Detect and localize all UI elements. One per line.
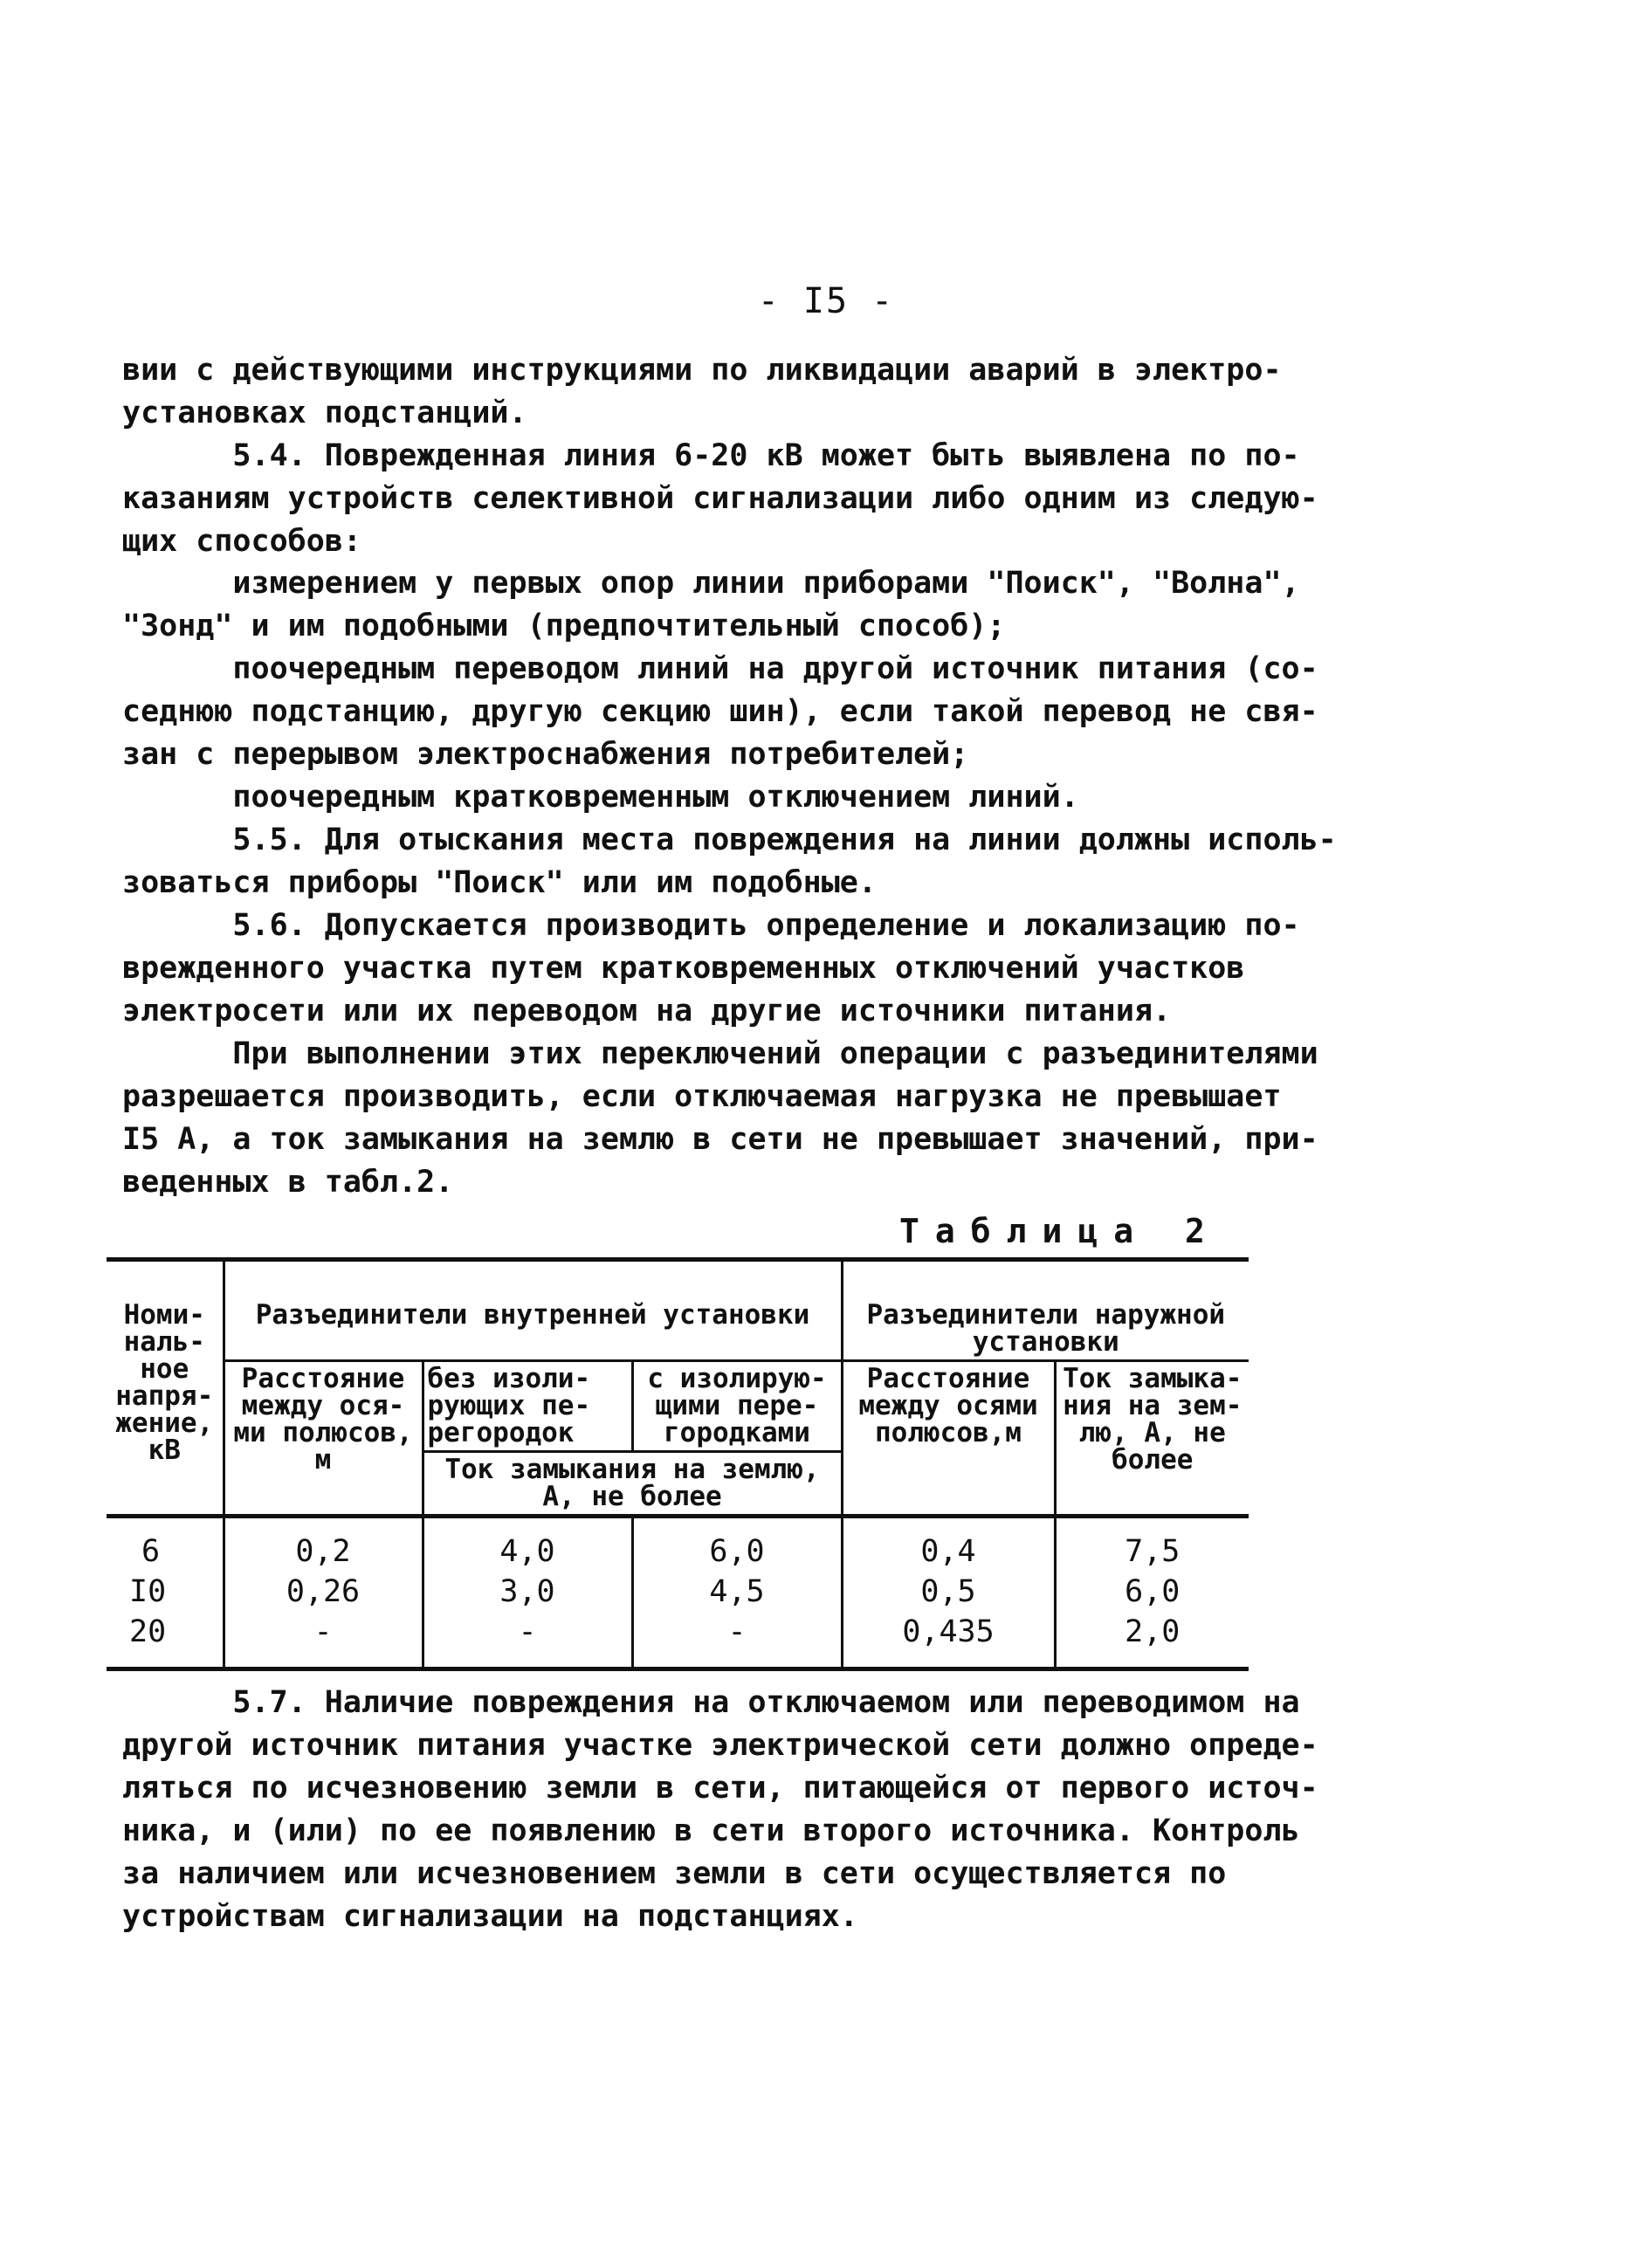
- text-line: разрешается производить, если отключаемая нагрузка не превышает: [122, 1079, 1282, 1114]
- text-line: ника, и (или) по ее появлению в сети второго источника. Контроль: [122, 1813, 1300, 1848]
- text-line: другой источник питания участке электрической сети должно опреде-: [122, 1728, 1318, 1763]
- text-line: При выполнении этих переключений операции с разъединителями: [122, 1036, 1318, 1071]
- text-line: I5 А, а ток замыкания на землю в сети не превышает значений, при-: [122, 1122, 1318, 1157]
- text-line: 5.7. Наличие повреждения на отключаемом или переводимом на: [122, 1685, 1300, 1720]
- cell-outer-current: 7,5: [1055, 1517, 1249, 1572]
- text-line: 5.5. Для отыскания места повреждения на линии должны исполь-: [122, 822, 1337, 857]
- text-line: щих способов:: [122, 524, 361, 559]
- text-line: 5.4. Поврежденная линия 6-20 кВ может быть выявлена по по-: [122, 438, 1300, 473]
- cell-inner-distance: 0,26: [224, 1572, 423, 1612]
- table-row: [107, 1517, 1249, 1572]
- header-no-barriers: без изоли- рующих пе- регородок: [423, 1361, 632, 1452]
- cell-no-barriers: 3,0: [423, 1572, 632, 1612]
- text-line: врежденного участка путем кратковременных отключений участков: [122, 951, 1245, 986]
- page-number: - I5 -: [757, 281, 895, 321]
- text-line: устройствам сигнализации на подстанциях.: [122, 1899, 858, 1934]
- text-line: "Зонд" и им подобными (предпочтительный способ);: [122, 609, 1006, 643]
- cell-outer-distance: 0,4: [842, 1517, 1055, 1572]
- table-row: [107, 1612, 1249, 1669]
- text-line: электросети или их переводом на другие источники питания.: [122, 994, 1172, 1029]
- text-line: ляться по исчезновению земли в сети, питающейся от первого источ-: [122, 1771, 1318, 1806]
- header-inner-distance: Расстояние между ося- ми полюсов, м: [224, 1361, 423, 1517]
- disconnector-table: [107, 1257, 1249, 1671]
- cell-with-barriers: -: [632, 1612, 842, 1669]
- cell-no-barriers: 4,0: [423, 1517, 632, 1572]
- cell-outer-current: 2,0: [1055, 1612, 1249, 1669]
- header-voltage: Номи- наль- ное напря- жение, кВ: [107, 1260, 224, 1517]
- header-inner-disconnectors: Разъединители внутренней установки: [224, 1260, 842, 1361]
- cell-outer-current: 6,0: [1055, 1572, 1249, 1612]
- text-line: установках подстанций.: [122, 396, 527, 430]
- text-line: казаниям устройств селективной сигнализации либо одним из следую-: [122, 481, 1318, 516]
- text-line: поочередным кратковременным отключением линий.: [122, 780, 1079, 815]
- table-row: [107, 1572, 1249, 1612]
- text-line: зоваться приборы "Поиск" или им подобные.: [122, 865, 877, 900]
- text-line: зан с перерывом электроснабжения потребителей;: [122, 737, 969, 772]
- cell-no-barriers: -: [423, 1612, 632, 1669]
- cell-outer-distance: 0,435: [842, 1612, 1055, 1669]
- cell-with-barriers: 6,0: [632, 1517, 842, 1572]
- cell-voltage: I0: [107, 1572, 224, 1612]
- cell-with-barriers: 4,5: [632, 1572, 842, 1612]
- text-line: седнюю подстанцию, другую секцию шин), если такой перевод не свя-: [122, 694, 1318, 729]
- text-line: за наличием или исчезновением земли в сети осуществляется по: [122, 1856, 1227, 1891]
- cell-outer-distance: 0,5: [842, 1572, 1055, 1612]
- header-earth-fault-current: Ток замыкания на землю, А, не более: [423, 1452, 842, 1517]
- header-with-barriers: с изолирую- щими пере- городками: [632, 1361, 842, 1452]
- text-line: вии с действующими инструкциями по ликвидации аварий в электро-: [122, 353, 1282, 388]
- header-outer-disconnectors: Разъединители наружной установки: [842, 1260, 1249, 1361]
- cell-inner-distance: -: [224, 1612, 423, 1669]
- cell-voltage: 20: [107, 1612, 224, 1669]
- table-caption: Таблица 2: [899, 1212, 1221, 1250]
- text-line: поочередным переводом линий на другой источник питания (со-: [122, 651, 1318, 686]
- text-line: 5.6. Допускается производить определение и локализацию по-: [122, 908, 1300, 943]
- text-line: веденных в табл.2.: [122, 1165, 454, 1200]
- cell-voltage: 6: [107, 1517, 224, 1572]
- text-line: измерением у первых опор линии приборами "Поиск", "Волна",: [122, 566, 1300, 601]
- header-outer-distance: Расстояние между осями полюсов,м: [842, 1361, 1055, 1517]
- header-outer-current: Ток замыка- ния на зем- лю, А, не более: [1055, 1361, 1249, 1517]
- cell-inner-distance: 0,2: [224, 1517, 423, 1572]
